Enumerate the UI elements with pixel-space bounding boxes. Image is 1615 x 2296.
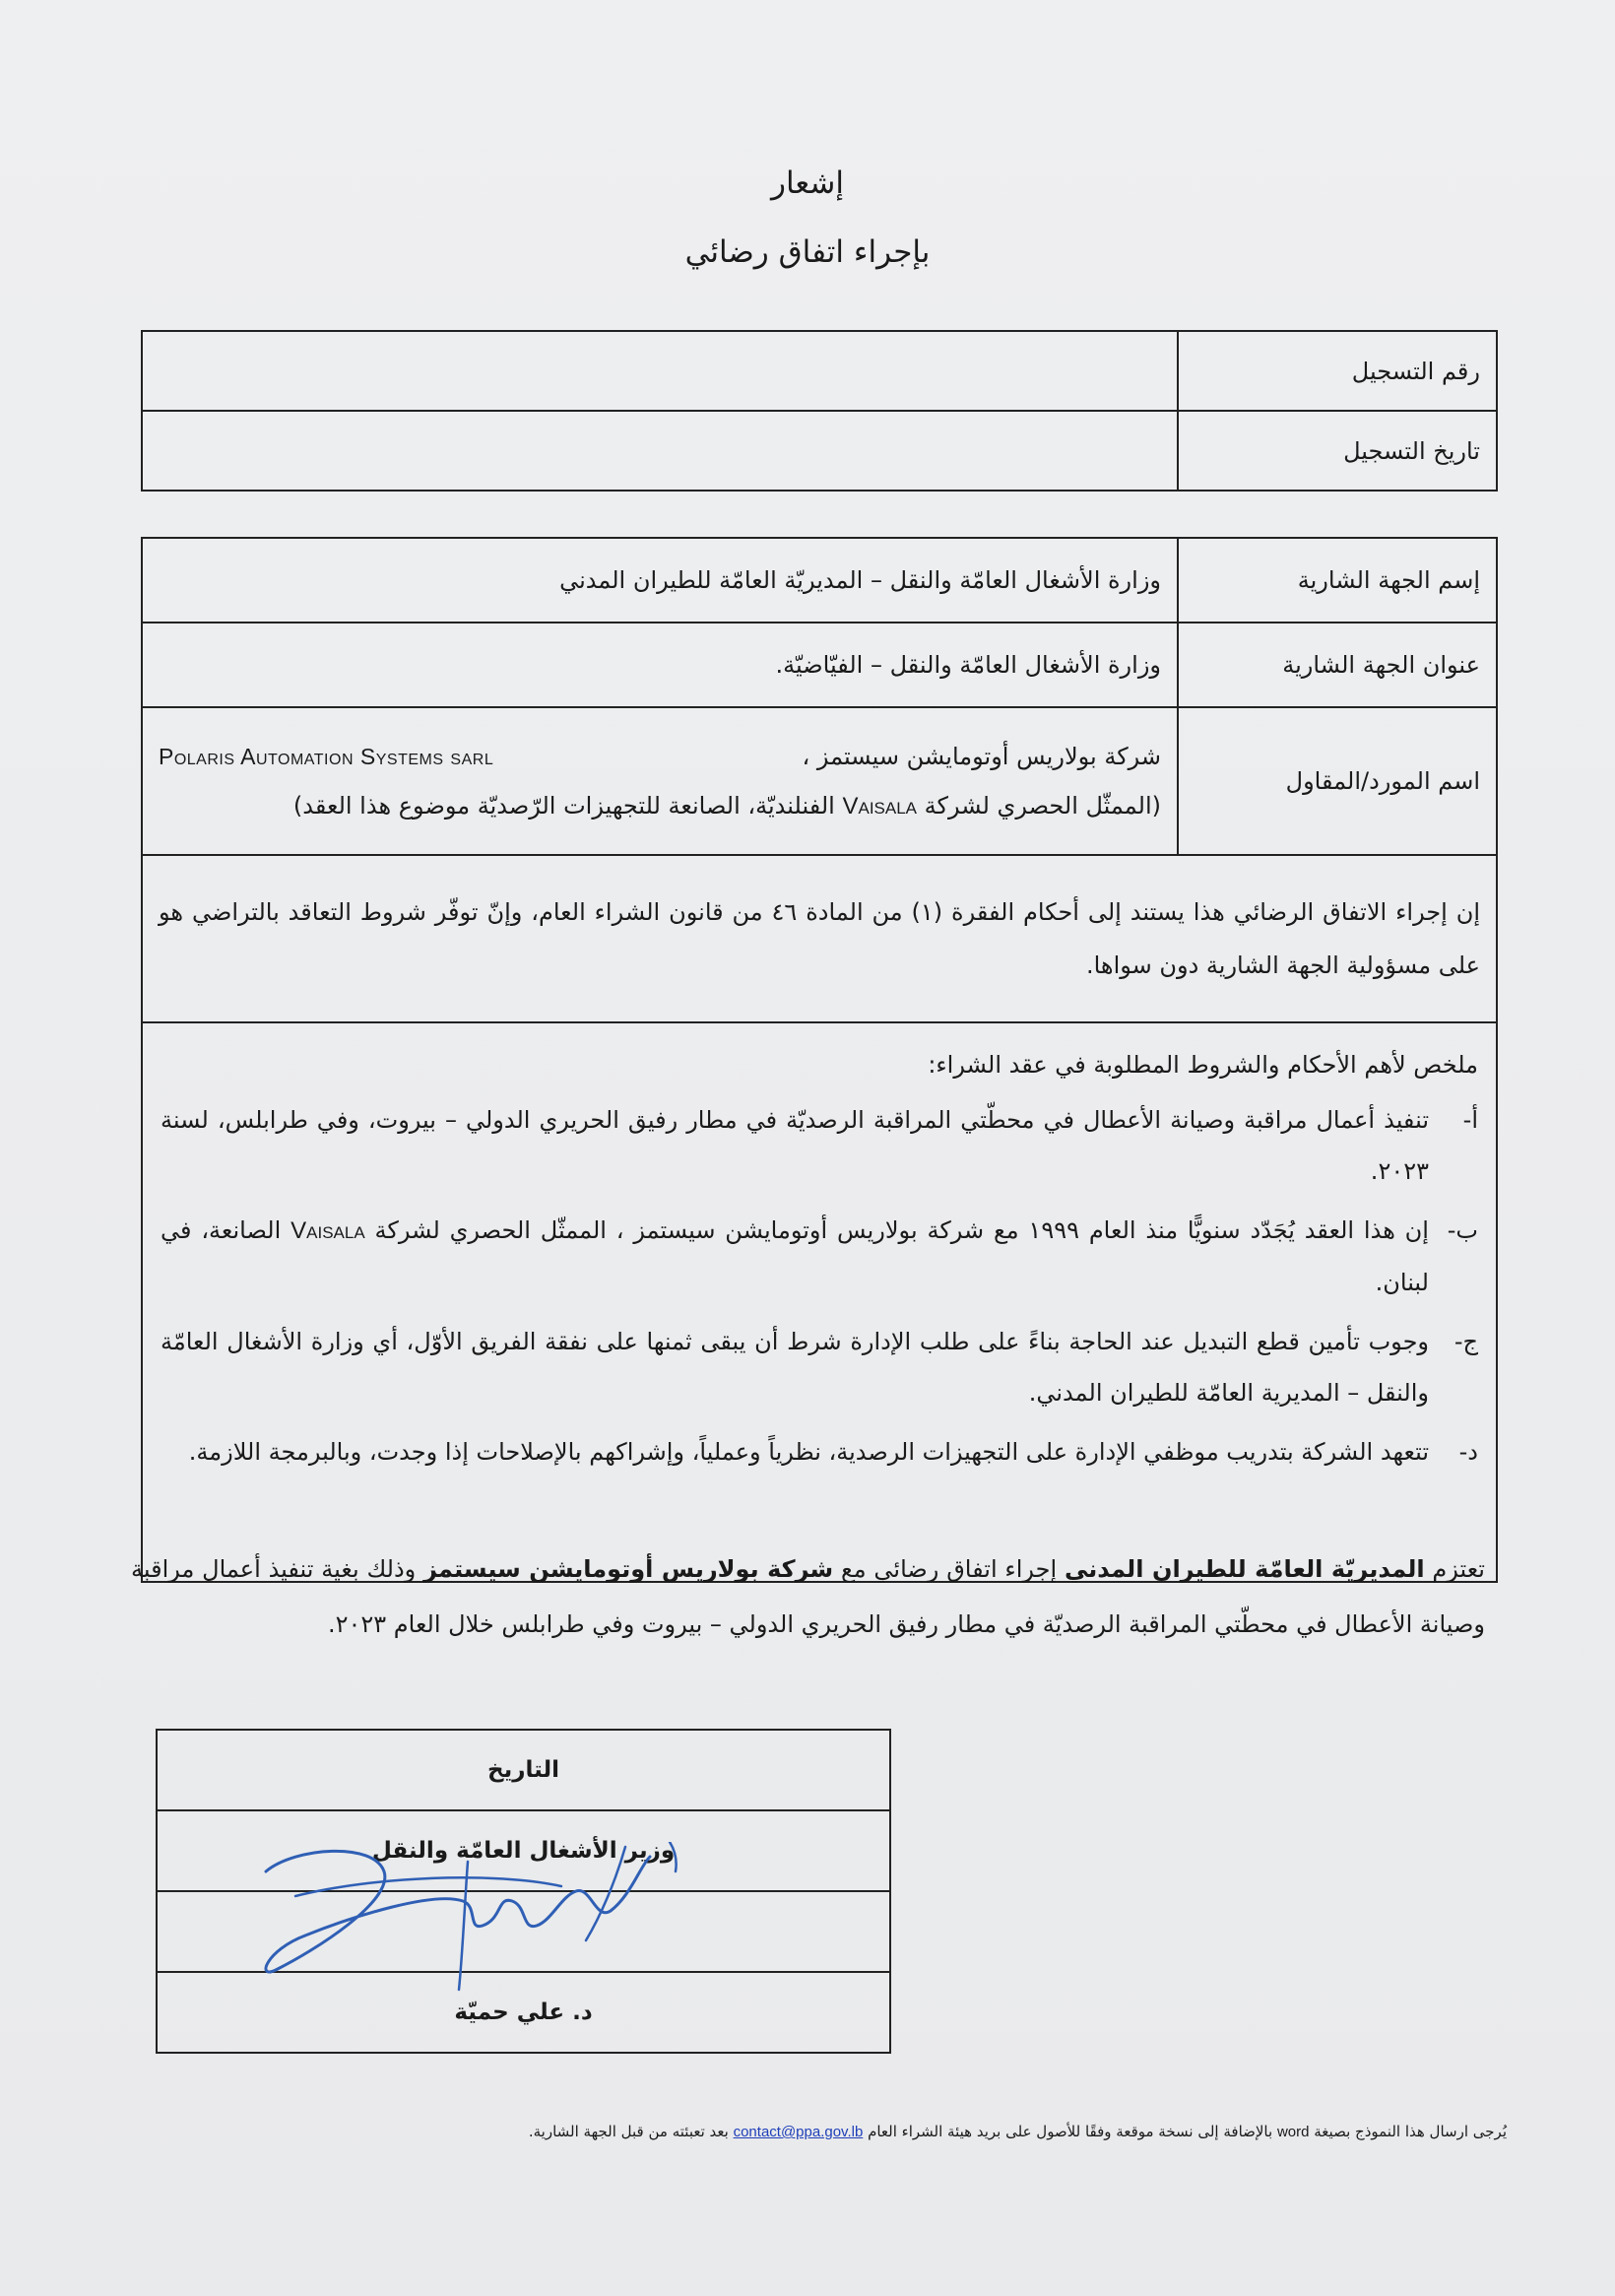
closing-bold-company: شركة بولاريس أوتومايشن سيستمز bbox=[423, 1555, 834, 1583]
summary-row bbox=[142, 1022, 1497, 1582]
summary-item-brand: Vaisala bbox=[291, 1217, 365, 1244]
supplier-note-brand: Vaisala bbox=[842, 792, 918, 820]
closing-part-2: إجراء اتفاق رضائي مع bbox=[840, 1555, 1058, 1583]
summary-item bbox=[161, 1094, 1478, 1197]
closing-part-3: وذلك بغية تنفيذ أعمال مراقبة وصيانة الأعطال في محطّتي المراقبة الرصديّة في مطار رفيق الحريري الدولي – بيروت وفي طرابلس خلال العام ٢٠٢٣. bbox=[131, 1555, 1485, 1638]
document-title: إشعار bbox=[771, 165, 844, 201]
supplier-row bbox=[142, 707, 1497, 855]
buyer-name-row bbox=[142, 538, 1497, 623]
signatory-name: د. علي حميّة bbox=[157, 1972, 890, 2053]
supplier-note-post: الفنلنديّة، الصانعة للتجهيزات الرّصديّة موضوع هذا العقد) bbox=[292, 791, 835, 820]
footer-note-part-1: يُرجى ارسال هذا النموذج بصيغة bbox=[1314, 2123, 1507, 2140]
summary-item-mark: ب- bbox=[1447, 1216, 1478, 1244]
legal-basis-text: إن إجراء الاتفاق الرضائي هذا يستند إلى أحكام الفقرة (١) من المادة ٤٦ من قانون الشراء العام، وإنّ توفّر شروط التعاقد بالتراضي هو على مسؤولية الجهة الشارية دون سواها. bbox=[142, 855, 1497, 1022]
supplier-value bbox=[142, 707, 1178, 855]
summary-title: ملخص لأهم الأحكام والشروط المطلوبة في عقد الشراء: bbox=[928, 1051, 1478, 1079]
registration-number-label: رقم التسجيل bbox=[1178, 331, 1497, 411]
summary-item bbox=[161, 1316, 1478, 1418]
signature-date-label: التاريخ bbox=[157, 1730, 890, 1810]
summary-section bbox=[142, 1022, 1497, 1582]
document-subtitle: بإجراء اتفاق رضائي bbox=[684, 234, 931, 270]
summary-item bbox=[161, 1205, 1478, 1308]
supplier-name-latin: Polaris Automation Systems sarl bbox=[159, 743, 494, 769]
registration-number-value bbox=[142, 331, 1178, 411]
summary-item-mark: ج- bbox=[1454, 1328, 1478, 1355]
supplier-label: اسم المورد/المقاول bbox=[1178, 707, 1497, 855]
summary-item-text: وجوب تأمين قطع التبديل عند الحاجة بناءً على طلب الإدارة شرط أن يبقى ثمنها على نفقة الفريق الأوّل، أي وزارة الأشغال العامّة والنقل – المديرية العامّة للطيران المدني. bbox=[161, 1328, 1429, 1407]
supplier-name-arabic: شركة بولاريس أوتومايشن سيستمز ، bbox=[802, 742, 1161, 770]
registration-date-label: تاريخ التسجيل bbox=[1178, 411, 1497, 491]
buyer-name-value: وزارة الأشغال العامّة والنقل – المديريّة العامّة للطيران المدني bbox=[142, 538, 1178, 623]
summary-item-mark: أ- bbox=[1462, 1106, 1478, 1134]
buyer-address-row bbox=[142, 623, 1497, 707]
registration-date-row bbox=[142, 411, 1497, 491]
summary-item bbox=[161, 1426, 1478, 1477]
summary-item-text-post: الصانعة، في لبنان. bbox=[161, 1216, 1429, 1296]
registration-date-value bbox=[142, 411, 1178, 491]
buyer-address-value: وزارة الأشغال العامّة والنقل – الفيّاضيّة. bbox=[142, 623, 1178, 707]
registration-table bbox=[141, 330, 1498, 492]
closing-bold-authority: المديريّة العامّة للطيران المدني bbox=[1064, 1555, 1425, 1583]
closing-part-1: تعتزم bbox=[1432, 1555, 1485, 1583]
summary-item-text: تتعهد الشركة بتدريب موظفي الإدارة على التجهيزات الرصدية، نظرياً وعملياً، وإشراكهم بالإصلاحات إذا وجدت، وبالبرمجة اللازمة. bbox=[188, 1438, 1429, 1466]
footer-note bbox=[345, 2123, 1507, 2140]
summary-item-text bbox=[161, 1205, 1429, 1308]
registration-number-row bbox=[142, 331, 1497, 411]
legal-basis-row bbox=[142, 855, 1497, 1022]
summary-list bbox=[161, 1094, 1478, 1477]
buyer-address-label: عنوان الجهة الشارية bbox=[1178, 623, 1497, 707]
footer-note-word: word bbox=[1276, 2124, 1310, 2140]
supplier-name-line bbox=[159, 732, 1161, 781]
minister-title: وزير الأشغال العامّة والنقل bbox=[157, 1810, 890, 1891]
supplier-note-pre: (الممثّل الحصري لشركة bbox=[924, 791, 1161, 820]
summary-item-text-pre: إن هذا العقد يُجَدّد سنويًّا منذ العام ١٩٩٩ مع شركة بولاريس أوتومايشن سيستمز ، الممثّل الحصري لشركة bbox=[374, 1216, 1429, 1244]
closing-paragraph bbox=[131, 1542, 1485, 1652]
footer-email-link[interactable]: contact@ppa.gov.lb bbox=[733, 2124, 864, 2140]
footer-note-part-2: بالإضافة إلى نسخة موقعة وفقًا للأصول على بريد هيئة الشراء العام bbox=[868, 2123, 1273, 2140]
handwritten-signature-icon bbox=[236, 1842, 709, 2000]
buyer-name-label: إسم الجهة الشارية bbox=[1178, 538, 1497, 623]
supplier-note bbox=[159, 781, 1161, 831]
details-table bbox=[141, 537, 1498, 1583]
summary-item-mark: د- bbox=[1458, 1438, 1478, 1466]
footer-note-part-3: بعد تعبئته من قبل الجهة الشارية. bbox=[528, 2123, 729, 2140]
summary-item-text: تنفيذ أعمال مراقبة وصيانة الأعطال في محطّتي المراقبة الرصديّة في مطار رفيق الحريري الدولي – بيروت، وفي طرابلس، لسنة ٢٠٢٣. bbox=[161, 1106, 1429, 1185]
signature-date-row bbox=[157, 1730, 890, 1810]
